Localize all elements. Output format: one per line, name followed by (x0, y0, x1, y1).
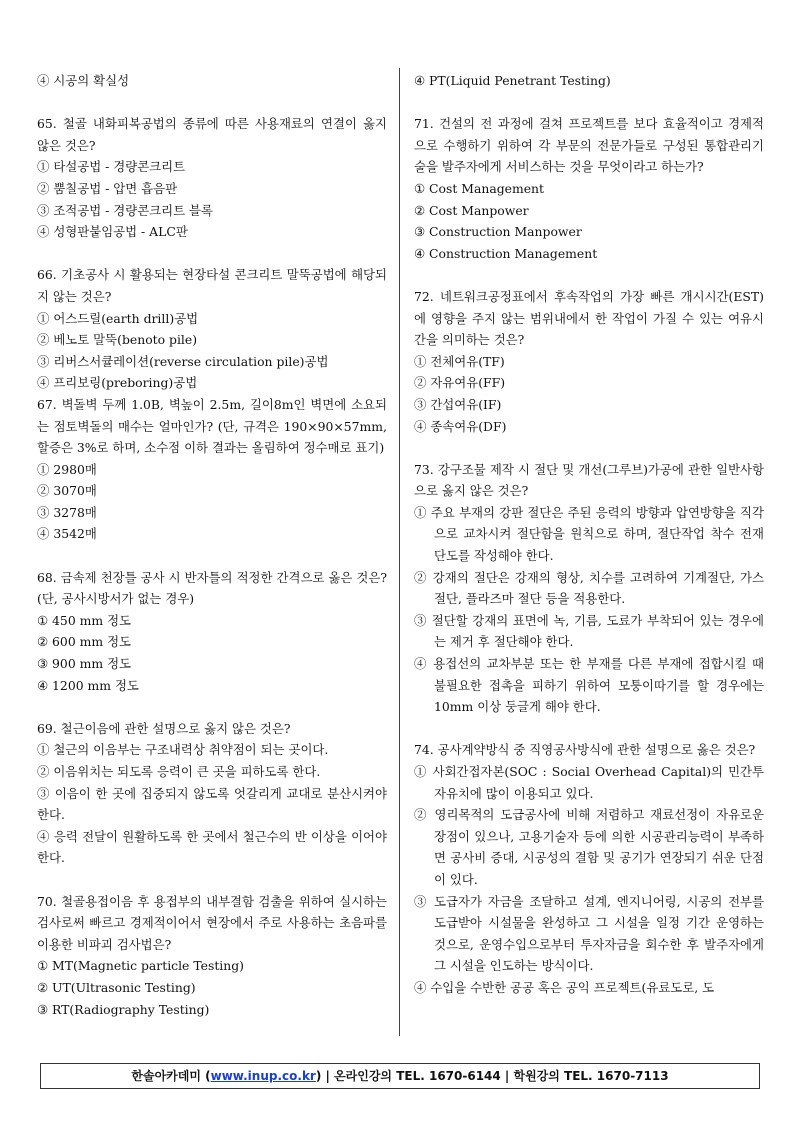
option-1: ① MT(Magnetic particle Testing) (37, 958, 245, 974)
option-2: ② 3070매 (37, 483, 97, 499)
option-1: ① Cost Management (414, 180, 545, 196)
option-1: ① 사회간접자본(SOC : Social Overhead Capital)의 민간투자유치에 많이 이용되고 있다. (414, 764, 764, 801)
footer-contact-info: ) | 온라인강의 TEL. 1670-6144 | 학원강의 TEL. 1670-7113 (315, 1069, 669, 1083)
question-70 (37, 891, 387, 1021)
option-1: ① 타설공법 - 경량콘크리트 (37, 159, 186, 175)
question-73 (414, 459, 764, 718)
right-column (414, 70, 764, 999)
question-68 (37, 567, 387, 697)
question-66 (37, 264, 387, 394)
question-stem: 72. 네트워크공정표에서 후속작업의 가장 빠른 개시시간(EST)에 영향을 주지 않는 범위내에서 한 작업이 가질 수 있는 여유시간을 의미하는 것은? (414, 288, 764, 348)
option-2: ② 영리목적의 도급공사에 비해 저렴하고 재료선정이 자유로운 장점이 있으나, 고용기술자 등에 의한 시공관리능력이 부족하면 공사비 증대, 시공성의 결함 및 공기가 연장되기 쉬운 단점이 있다. (414, 807, 764, 887)
question-stem: 74. 공사계약방식 중 직영공사방식에 관한 설명으로 옳은 것은? (414, 742, 756, 758)
option-3: ③ Construction Manpower (414, 224, 582, 240)
option-4: ④ Construction Management (414, 245, 598, 261)
left-column (37, 70, 387, 1020)
question-stem: 71. 건설의 전 과정에 걸쳐 프로젝트를 보다 효율적이고 경제적으로 수행하기 위하여 각 부문의 전문가들로 구성된 통합관리기술을 발주자에게 서비스하는 것을 무엇이라고 하는가? (414, 116, 764, 175)
option-3: ③ 3278매 (37, 504, 97, 520)
option-1: ① 2980매 (37, 461, 97, 477)
option-3: ③ RT(Radiography Testing) (37, 1001, 210, 1017)
option-1: ① 450 mm 정도 (37, 612, 132, 628)
option-2: ② 베노토 말뚝(benoto pile) (37, 332, 198, 348)
option-2: ② UT(Ultrasonic Testing) (37, 979, 196, 995)
question-74 (414, 739, 764, 998)
option-1: ① 주요 부재의 강판 절단은 주된 응력의 방향과 압연방향을 직각으로 교차시켜 절단함을 원칙으로 하며, 절단작업 착수 전재단도를 작성해야 한다. (414, 504, 764, 564)
question-stem: 65. 철골 내화피복공법의 종류에 따른 사용재료의 연결이 옳지 않은 것은? (37, 116, 387, 153)
question-67 (37, 394, 387, 545)
option-2: ② 강재의 절단은 강재의 형상, 치수를 고려하여 기계절단, 가스절단, 플라즈마 절단 등을 적용한다. (414, 569, 764, 607)
option-4: ④ 1200 mm 정도 (37, 677, 139, 693)
option-4: ④ 종속여유(DF) (414, 418, 507, 434)
option-3: ③ 이음이 한 곳에 집중되지 않도록 엇갈리게 교대로 분산시켜야 한다. (37, 785, 387, 823)
option-1: ① 어스드릴(earth drill)공법 (37, 310, 199, 326)
question-stem: 68. 금속제 천장틀 공사 시 반자틀의 적정한 간격으로 옳은 것은? (단, 공사시방서가 없는 경우) (37, 569, 387, 607)
website-link[interactable]: www.inup.co.kr (210, 1069, 316, 1083)
option-2: ② 자유여유(FF) (414, 375, 506, 391)
option-2: ② 600 mm 정도 (37, 634, 132, 650)
option-4: ④ 응력 전달이 원활하도록 한 곳에서 철근수의 반 이상을 이어야 한다. (37, 828, 387, 866)
option-1: ① 철근의 이음부는 구조내력상 취약점이 되는 곳이다. (37, 742, 329, 758)
question-stem: 66. 기초공사 시 활용되는 현장타설 콘크리트 말뚝공법에 해당되지 않는 것은? (37, 267, 387, 304)
option-2: ② 이음위치는 되도록 응력이 큰 곳을 피하도록 한다. (37, 764, 321, 779)
question-stem: 73. 강구조물 제작 시 절단 및 개선(그루브)가공에 관한 일반사항으로 옳지 않은 것은? (414, 461, 764, 499)
option-4: ④ 3542매 (37, 526, 97, 542)
question-71 (414, 113, 764, 264)
option-4: ④ 수입을 수반한 공공 혹은 공익 프로젝트(유료도로, 도 (414, 979, 715, 995)
option-3: ③ 절단할 강재의 표면에 녹, 기름, 도료가 부착되어 있는 경우에는 제거 후 절단해야 한다. (414, 612, 764, 650)
option-3: ③ 900 mm 정도 (37, 656, 132, 672)
option-2: ② Cost Manpower (414, 202, 529, 218)
prev-question-option: ④ 시공의 확실성 (37, 73, 130, 88)
option-2: ② 뿜칠공법 - 압면 흡음판 (37, 180, 178, 196)
question-stem: 67. 벽돌벽 두께 1.0B, 벽높이 2.5m, 길이8m인 벽면에 소요되는 점토벽돌의 매수는 얼마인가? (단, 규격은 190×90×57mm, 할증은 3%로 하며, 소수점 이하 결과는 올림하여 정수매로 표기) (37, 396, 387, 456)
option-4: ④ 프리보링(preboring)공법 (37, 375, 198, 391)
question-65 (37, 113, 387, 243)
footer-academy-name: 한솔아카데미 ( (131, 1069, 211, 1083)
question-72 (414, 286, 764, 437)
prev-question-option: ④ PT(Liquid Penetrant Testing) (414, 73, 611, 88)
question-69 (37, 718, 387, 869)
question-stem: 69. 철근이음에 관한 설명으로 옳지 않은 것은? (37, 720, 291, 736)
option-4: ④ 성형판붙임공법 - ALC판 (37, 224, 188, 240)
option-3: ③ 조적공법 - 경량콘크리트 블록 (37, 202, 213, 218)
option-3: ③ 리버스서큘레이션(reverse circulation pile)공법 (37, 353, 329, 369)
question-stem: 70. 철골용접이음 후 용접부의 내부결함 검출을 위하여 실시하는 검사로써 빠르고 경제적이어서 현장에서 주로 사용하는 초음파를 이용한 비파괴 검사법은? (37, 893, 387, 952)
column-divider (399, 68, 400, 1036)
option-3: ③ 간섭여유(IF) (414, 396, 502, 412)
page-footer (40, 1063, 760, 1089)
option-3: ③ 도급자가 자금을 조달하고 설계, 엔지니어링, 시공의 전부를 도급받아 시설물을 완성하고 그 시설을 일정 기간 운영하는 것으로, 운영수입으로부터 투자자금을 회수한 후 발주자에게 그 시설을 인도하는 방식이다. (414, 893, 764, 974)
option-1: ① 전체여유(TF) (414, 353, 505, 369)
option-4: ④ 용접선의 교차부분 또는 한 부재를 다른 부재에 접합시킬 때 불필요한 접촉을 피하기 위하여 모퉁이따기를 할 경우에는 10mm 이상 둥글게 해야 한다. (414, 656, 764, 715)
